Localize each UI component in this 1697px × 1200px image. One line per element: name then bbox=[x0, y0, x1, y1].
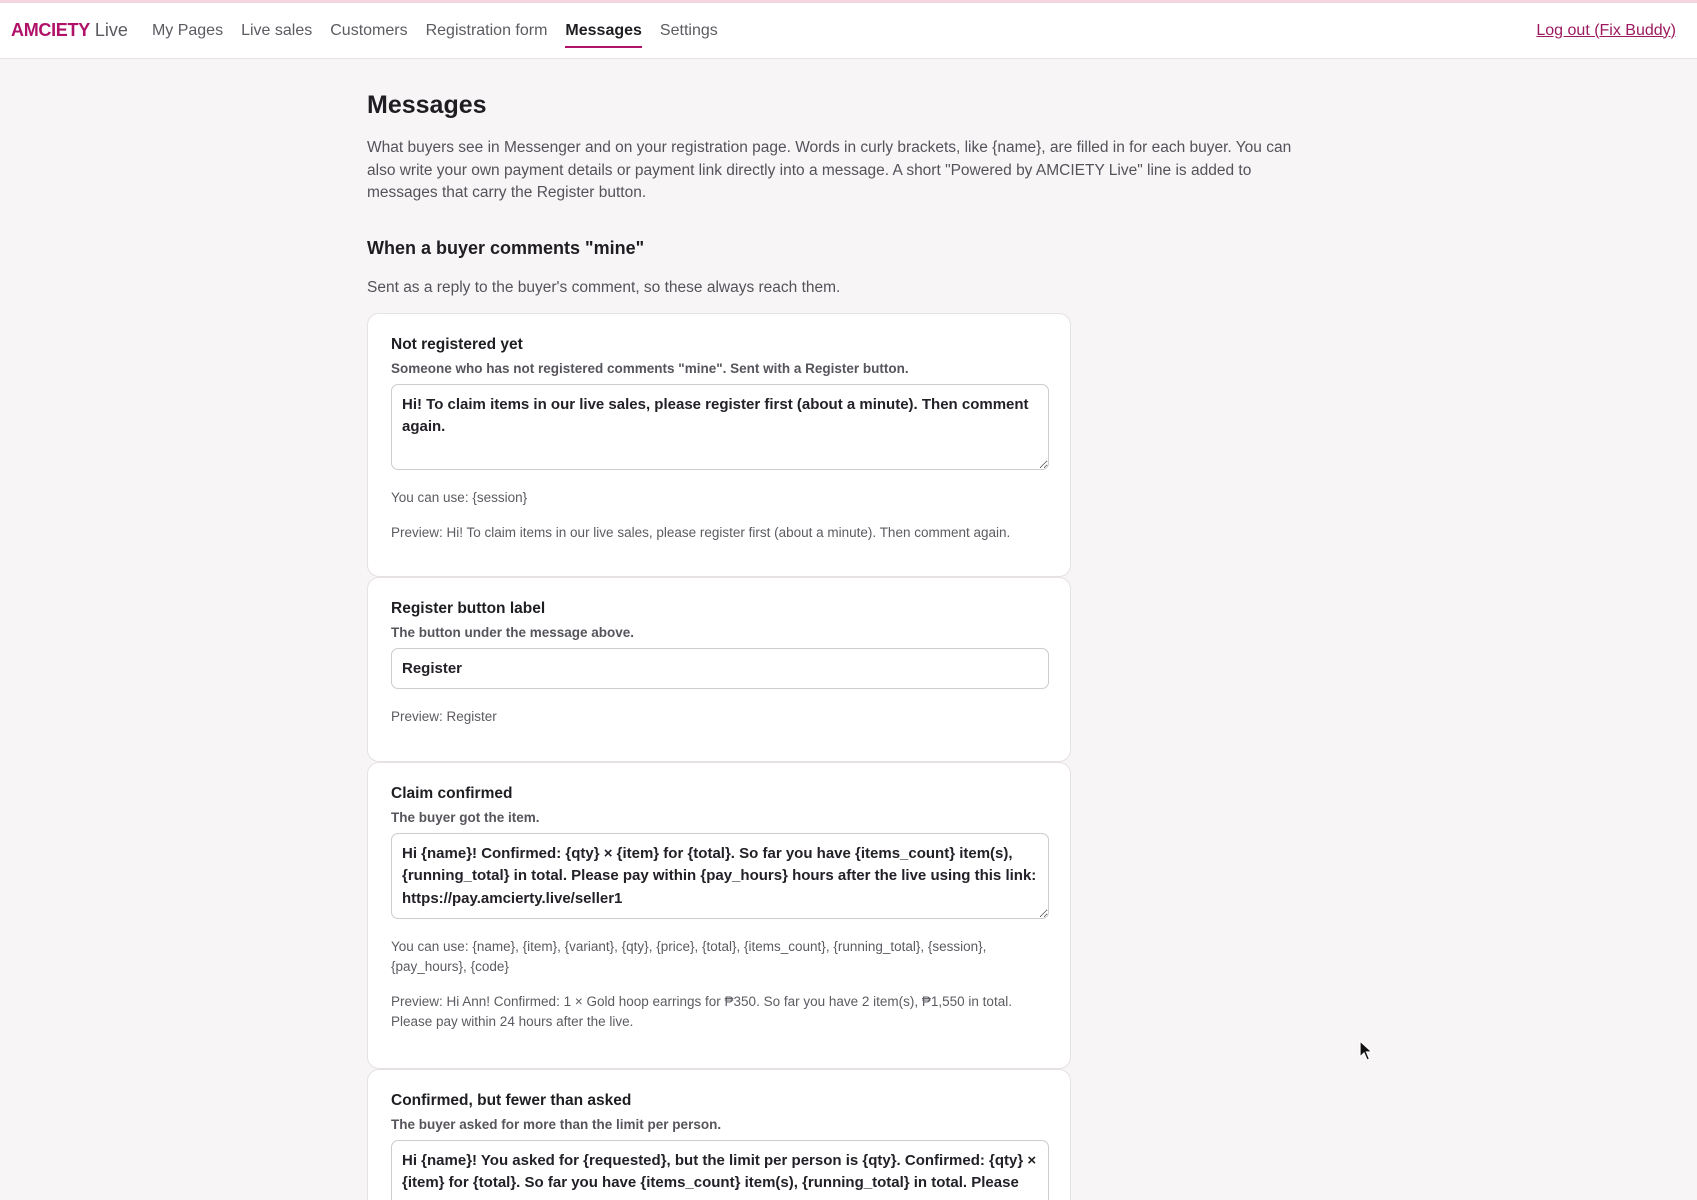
nav-item-live-sales[interactable]: Live sales bbox=[241, 21, 313, 39]
brand-name-strong: AMCIETY bbox=[11, 20, 90, 40]
brand-logo[interactable] bbox=[11, 20, 128, 41]
nav-item-messages[interactable]: Messages bbox=[565, 3, 642, 58]
main-content bbox=[367, 91, 1317, 1200]
nav-item-registration-form[interactable]: Registration form bbox=[425, 21, 548, 39]
nav-item-settings[interactable]: Settings bbox=[659, 21, 718, 39]
message-preview: Preview: Hi! To claim items in our live sales, please register first (about a minute). Then comment again. bbox=[391, 524, 1011, 540]
mouse-pointer-icon bbox=[1359, 1040, 1373, 1062]
message-card-fewer-than-asked bbox=[367, 1069, 1071, 1200]
message-preview: Preview: Register bbox=[391, 708, 497, 724]
card-description: The buyer asked for more than the limit per person. bbox=[391, 1116, 722, 1132]
variables-hint: You can use: {session} bbox=[391, 489, 528, 505]
nav-item-customers[interactable]: Customers bbox=[330, 21, 408, 39]
variables-hint: You can use: {name}, {item}, {variant}, {qty}, {price}, {total}, {items_count}, {running_total}, {session}, {pay_hours}, {code} bbox=[391, 938, 987, 974]
not-registered-message-input[interactable] bbox=[391, 384, 1049, 470]
card-description: The buyer got the item. bbox=[391, 809, 540, 825]
section-description-mine: Sent as a reply to the buyer's comment, so these always reach them. bbox=[367, 278, 841, 296]
section-title-mine: When a buyer comments "mine" bbox=[367, 237, 645, 258]
brand-name-light: Live bbox=[94, 20, 128, 40]
message-card-not-registered bbox=[367, 313, 1071, 577]
message-card-register-button bbox=[367, 577, 1071, 762]
card-title: Claim confirmed bbox=[391, 784, 513, 802]
page-intro: What buyers see in Messenger and on your registration page. Words in curly brackets, like {name}, are filled in for each buyer. You can also write your own payment details or payment link directly into a message. A short "Powered by AMCIETY Live" line is added to messages that carry the Register button. bbox=[367, 139, 1292, 201]
register-button-label-input[interactable] bbox=[391, 648, 1049, 689]
card-description: Someone who has not registered comments "mine". Sent with a Register button. bbox=[391, 360, 909, 376]
card-description: The button under the message above. bbox=[391, 624, 635, 640]
message-preview: Preview: Hi Ann! Confirmed: 1 × Gold hoop earrings for ₱350. So far you have 2 item(s), ₱1,550 in total. Please pay within 24 hours after the live. bbox=[391, 993, 1012, 1029]
nav-item-my-pages[interactable]: My Pages bbox=[151, 21, 224, 39]
card-title: Confirmed, but fewer than asked bbox=[391, 1091, 632, 1109]
page-title: Messages bbox=[367, 91, 487, 119]
message-card-claim-confirmed bbox=[367, 762, 1071, 1069]
card-title: Not registered yet bbox=[391, 335, 523, 353]
logout-link[interactable]: Log out (Fix Buddy) bbox=[1536, 21, 1676, 39]
claim-confirmed-message-input[interactable] bbox=[391, 833, 1049, 919]
card-title: Register button label bbox=[391, 599, 546, 617]
main-nav bbox=[152, 3, 736, 58]
fewer-than-asked-message-input[interactable] bbox=[391, 1140, 1049, 1200]
top-nav-bar bbox=[0, 0, 1697, 59]
